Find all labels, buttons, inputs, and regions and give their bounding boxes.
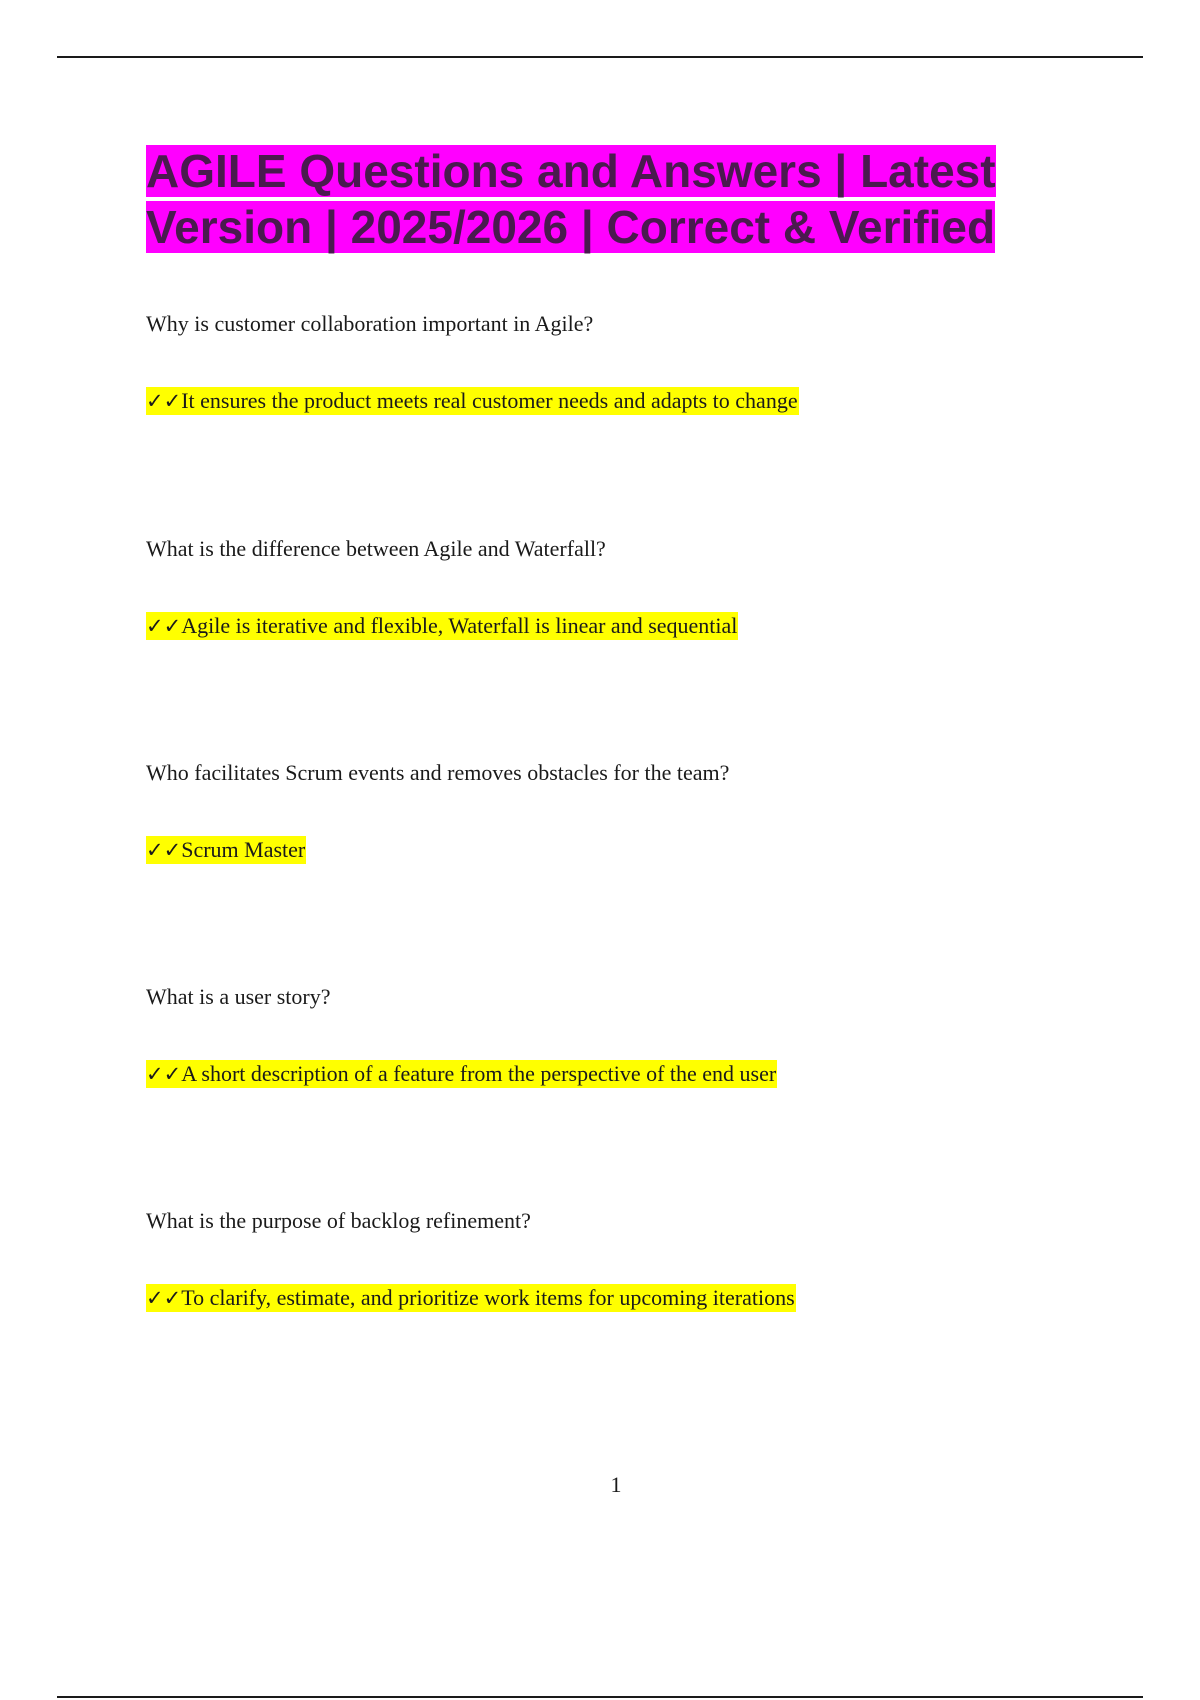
answer-text: ✓✓Scrum Master <box>146 837 306 862</box>
question-text: What is the difference between Agile and Waterfall? <box>146 536 606 561</box>
question-text: Why is customer collaboration important in Agile? <box>146 311 594 336</box>
document-header <box>146 143 1046 255</box>
qa-item <box>146 983 1066 1089</box>
double-check-icon: ✓✓ <box>146 614 182 638</box>
header-rule <box>57 56 1143 58</box>
qa-item <box>146 1207 1066 1313</box>
footer-rule <box>57 1696 1143 1698</box>
answer-text: ✓✓To clarify, estimate, and prioritize work items for upcoming iterations <box>146 1285 795 1310</box>
qa-item <box>146 535 1066 641</box>
document-title: AGILE Questions and Answers | Latest Version | 2025/2026 | Correct & Verified <box>146 145 996 253</box>
qa-item <box>146 759 1066 865</box>
double-check-icon: ✓✓ <box>146 1062 182 1086</box>
page-number: 1 <box>610 1472 622 1497</box>
question-text: What is the purpose of backlog refinement? <box>146 1208 531 1233</box>
answer-text: ✓✓Agile is iterative and flexible, Waterfall is linear and sequential <box>146 613 738 638</box>
double-check-icon: ✓✓ <box>146 838 182 862</box>
question-text: Who facilitates Scrum events and removes obstacles for the team? <box>146 760 730 785</box>
answer-text: ✓✓It ensures the product meets real customer needs and adapts to change <box>146 388 798 413</box>
double-check-icon: ✓✓ <box>146 389 182 413</box>
answer-text: ✓✓A short description of a feature from the perspective of the end user <box>146 1061 777 1086</box>
double-check-icon: ✓✓ <box>146 1286 182 1310</box>
question-text: What is a user story? <box>146 984 331 1009</box>
qa-item <box>146 310 1066 416</box>
